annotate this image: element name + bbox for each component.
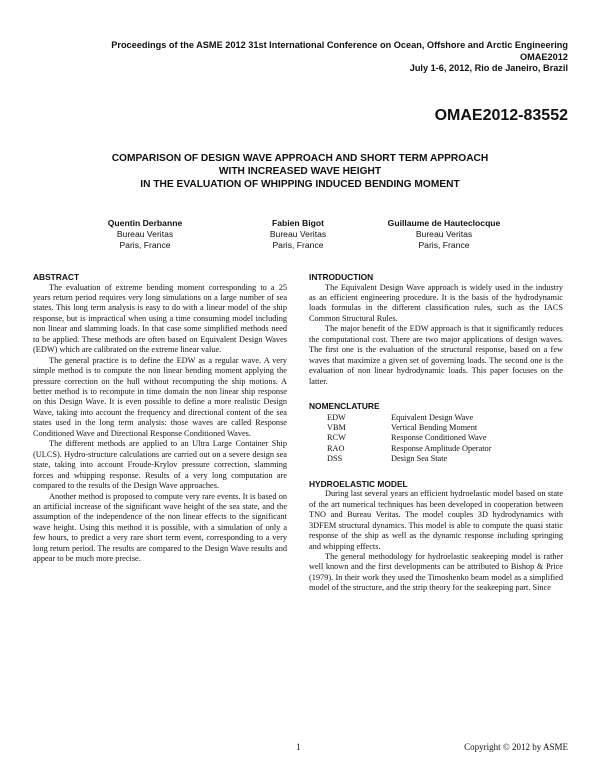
author-3 [364,218,524,251]
author-2 [223,218,373,251]
title-line-2: WITH INCREASED WAVE HEIGHT [218,166,382,177]
nomenclature-row [327,444,491,454]
author-name: Quentin Derbanne [107,218,183,228]
nomenclature-desc: Equivalent Design Wave [391,412,474,422]
nomenclature-row [327,454,491,464]
abstract-paragraph: Another method is proposed to compute very rare events. It is based on an artificial increase of the significant wave height of the sea state, and the assumption of the independence of the non linear effects to the significant wave height. Using this method it is possible, with a simulation of only a few hours, to predict a very rare short term event, corresponding to a very long return period. The results are compared to the Design Wave results and appear to be much more precise. [33,491,287,564]
conference-acronym: OMAE2012 [519,51,568,62]
nomenclature-desc: Response Amplitude Operator [391,443,492,453]
nomenclature-abbr: RAO [327,443,345,453]
author-1 [70,218,220,251]
author-affiliation: Bureau Veritas [116,229,174,239]
hydroelastic-heading: HYDROELASTIC MODEL [309,478,408,489]
nomenclature-desc: Design Sea State [391,454,448,464]
title-line-1: COMPARISON OF DESIGN WAVE APPROACH AND SHORT TERM APPROACH [111,153,489,164]
author-affiliation: Bureau Veritas [269,229,327,239]
conference-header [111,40,568,75]
author-affiliation: Bureau Veritas [415,229,473,239]
nomenclature-abbr: DSS [327,454,343,464]
copyright-notice: Copyright © 2012 by ASME [464,742,568,752]
paper-id: OMAE2012-83552 [434,107,568,124]
author-name: Guillaume de Hauteclocque [387,218,501,228]
abstract-paragraph: The evaluation of extreme bending moment corresponding to a 25 years return period requires very long simulations on a large number of sea states. This long term analysis is easy to do with a linear model of the ship response, but is impractical when using a time consuming model including non linear and slamming loads. In that case some simplified methods need to be applied. These methods are often based on Equivalent Design Waves (EDW) which are calibrated on the extreme linear value. [33,282,287,355]
nomenclature-abbr: RCW [327,433,346,443]
page-number: 1 [296,742,301,752]
left-column [33,272,287,565]
nomenclature-heading: NOMENCLATURE [309,401,380,412]
introduction-paragraph: The Equivalent Design Wave approach is widely used in the industry as an efficient engineering procedure. It is the basis of the hydrodynamic loads formulas in the different classification rules, such as the IACS Common Structural Rules. [309,282,563,323]
hydroelastic-paragraph: The general methodology for hydroelastic seakeeping model is rather well known and the first developments can be attributed to Bishop & Price (1979). In their work they used the Timoshenko beam model as a simplified model of the structure, and the strip theory for the seakeeping part. Since [309,552,563,593]
right-column [309,272,563,594]
nomenclature-table [327,413,491,465]
author-location: Paris, France [418,240,470,250]
abstract-paragraph: The general practice is to define the EDW as a regular wave. A very simple method is to compute the non linear bending moment applying the pressure correction on the hull without recomputing the ship motions. A better method is to recompute in time domain the non linear ship response on this Design Wave. It is even possible to define a more realistic Design Wave, taking into account the frequency and directional content of the sea states used in the long term analysis: those waves are called Response Conditioned Wave and Directional Response Conditioned Waves. [33,355,287,438]
paper-title [40,152,560,191]
nomenclature-desc: Response Conditioned Wave [391,433,487,443]
title-line-3: IN THE EVALUATION OF WHIPPING INDUCED BENDING MOMENT [140,179,460,190]
nomenclature-abbr: VBM [327,422,346,432]
author-location: Paris, France [272,240,324,250]
conference-title: Proceedings of the ASME 2012 31st International Conference on Ocean, Offshore and Arctic Engineering [111,40,568,50]
author-location: Paris, France [119,240,171,250]
introduction-paragraph: The major benefit of the EDW approach is that it significantly reduces the computational cost. There are two major applications of design waves. The first one is the evaluation of the structural response, based on a few waves that maximize a given set of governing loads. The second one is the evaluation of non linear hydrodynamic loads. This paper focuses on the latter. [309,324,563,386]
author-name: Fabien Bigot [271,218,325,228]
nomenclature-row [327,423,491,433]
introduction-heading: INTRODUCTION [309,272,374,282]
conference-dates: July 1-6, 2012, Rio de Janeiro, Brazil [409,63,568,73]
nomenclature-row [327,433,491,443]
nomenclature-abbr: EDW [327,412,346,422]
abstract-paragraph: The different methods are applied to an Ultra Large Container Ship (ULCS). Hydro-structure calculations are carried out on a severe design sea state, taking into account Froude-Krylov pressure correction, slamming forces and whipping response. Results of a very long computation are compared to the results of the Design Wave approaches. [33,439,287,491]
nomenclature-desc: Vertical Bending Moment [391,422,478,432]
abstract-heading: ABSTRACT [33,272,80,282]
hydroelastic-paragraph: During last several years an efficient hydroelastic model based on state of the art numerical techniques has been developed in cooperation between TNO and Bureau Veritas. The model couples 3D hydrodynamics with 3DFEM structural dynamics. This model is able to compute the quasi static response of the ship as well as the dynamic response including springing and whipping effects. [309,489,563,551]
nomenclature-row [327,413,491,423]
